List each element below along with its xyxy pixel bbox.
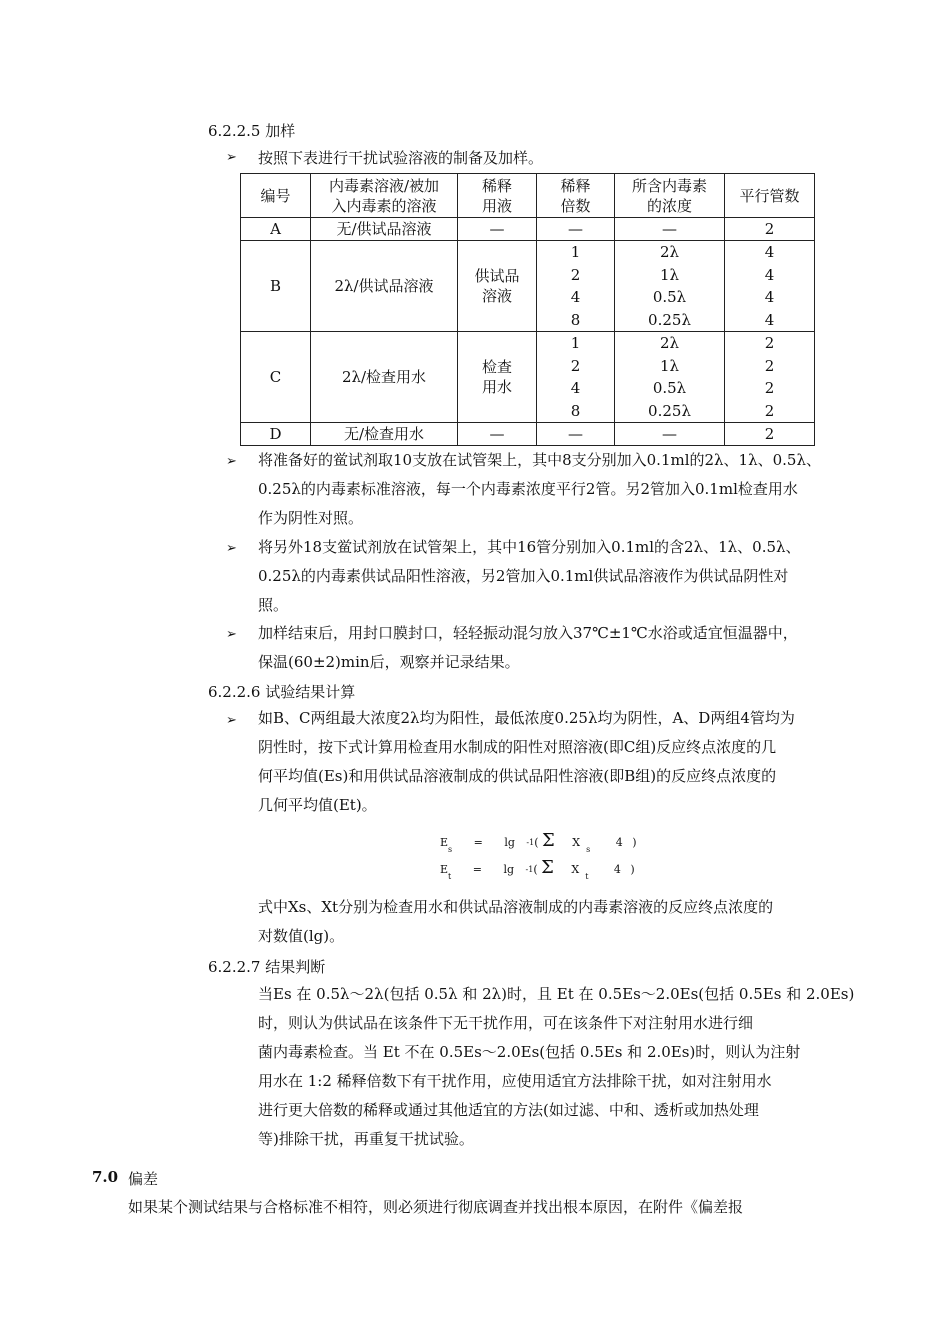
cell-factors	[537, 241, 615, 332]
cell-diluent: 检查 用水	[458, 332, 537, 423]
cell-conc: —	[615, 423, 725, 446]
col-header-id: 编号	[241, 174, 311, 218]
tube-value: 2	[764, 334, 775, 352]
text-line: 何平均值(Es)和用供试品溶液制成的供试品阳性溶液(即B组)的反应终点浓度的	[258, 767, 777, 785]
conc-value: 2λ	[659, 334, 680, 352]
text-line: 进行更大倍数的稀释或通过其他适宜的方法(如过滤、中和、透析或加热处理	[258, 1101, 759, 1119]
factor-value: 4	[570, 379, 581, 397]
tube-value: 2	[764, 356, 775, 375]
formula-symbol: X	[571, 863, 580, 876]
tube-value: 4	[764, 243, 775, 261]
formula-paren: (	[534, 836, 539, 849]
factor-value: 4	[570, 288, 581, 306]
formula-number: 4	[613, 863, 621, 876]
formula-superscript: -1	[526, 838, 535, 847]
formula-subscript: t	[448, 872, 452, 881]
section-number-70: 7.0	[92, 1168, 119, 1186]
section-heading-6227: 6.2.2.7 结果判断	[208, 958, 326, 976]
formula-symbol: X	[572, 836, 581, 849]
table-row	[241, 218, 815, 241]
text-line: 如B、C两组最大浓度2λ均为阳性，最低浓度0.25λ均为阴性，A、D两组4管均为	[258, 709, 795, 727]
formula-paren: (	[533, 863, 538, 876]
tube-value: 4	[764, 310, 775, 329]
cell-concs	[615, 241, 725, 332]
section-heading-6226: 6.2.2.6 试验结果计算	[208, 683, 356, 701]
formula-superscript: -1	[525, 865, 534, 874]
formula-subscript: s	[586, 845, 591, 854]
formula-number: 4	[615, 836, 623, 849]
cell-solution: 2λ/供试品溶液	[311, 241, 458, 332]
text-line: 几何平均值(Et)。	[258, 796, 377, 814]
text-line: 菌内毒素检查。当 Et 不在 0.5Es～2.0Es(包括 0.5Es 和 2.0Es)时，则认为注射	[258, 1043, 801, 1061]
conc-value: 0.25λ	[648, 401, 691, 420]
cell-id: A	[241, 218, 311, 241]
col-header-tubes: 平行管数	[725, 174, 815, 218]
formula-symbol: E	[440, 836, 449, 849]
bullet-arrow: ➢	[226, 713, 237, 728]
formula-equals: =	[473, 836, 483, 849]
cell-solution: 2λ/检查用水	[311, 332, 458, 423]
conc-value: 0.25λ	[648, 310, 691, 329]
col-header-factor: 稀释 倍数	[537, 174, 615, 218]
deviation-text: 如果某个测试结果与合格标准不相符，则必须进行彻底调查并找出根本原因，在附件《偏差报	[128, 1198, 744, 1216]
text-line: 式中Xs、Xt分别为检查用水和供试品溶液制成的内毒素溶液的反应终点浓度的	[258, 898, 774, 916]
cell-diluent: —	[458, 423, 537, 446]
text-line: 0.25λ的内毒素供试品阳性溶液，另2管加入0.1ml供试品溶液作为供试品阴性对	[258, 567, 789, 585]
cell-factors	[537, 332, 615, 423]
text-line: 对数值(lg)。	[258, 927, 345, 945]
formula-symbol: E	[440, 863, 449, 876]
text-line: 保温(60±2)min后，观察并记录结果。	[258, 653, 520, 671]
cell-factor: —	[537, 218, 615, 241]
formula-function: lg	[504, 836, 515, 849]
text-line: 将另外18支鲎试剂放在试管架上，其中16管分别加入0.1ml的含2λ、1λ、0.5λ、	[258, 538, 801, 556]
bullet-arrow: ➢	[226, 627, 237, 642]
conc-value: 0.5λ	[652, 288, 687, 306]
col-header-diluent: 稀释 用液	[458, 174, 537, 218]
tube-value: 2	[764, 379, 775, 397]
cell-diluent: 供试品 溶液	[458, 241, 537, 332]
section-heading-6225: 6.2.2.5 加样	[208, 122, 296, 140]
formula-function: lg	[503, 863, 515, 876]
table-intro: 按照下表进行干扰试验溶液的制备及加样。	[258, 149, 544, 167]
text-line: 0.25λ的内毒素标准溶液，每一个内毒素浓度平行2管。另2管加入0.1ml检查用水	[258, 480, 798, 498]
cell-solution: 无/供试品溶液	[311, 218, 458, 241]
cell-tubes	[725, 241, 815, 332]
cell-id: B	[241, 241, 311, 332]
bullet-arrow: ➢	[226, 150, 237, 165]
col-header-solution: 内毒素溶液/被加 入内毒素的溶液	[311, 174, 458, 218]
cell-concs	[615, 332, 725, 423]
formula-et	[440, 857, 635, 881]
conc-value: 1λ	[659, 356, 680, 375]
cell-diluent: —	[458, 218, 537, 241]
result-judgment-paragraph	[258, 980, 854, 1154]
sigma-icon: Σ	[541, 857, 554, 878]
cell-tubes: 2	[725, 423, 815, 446]
factor-value: 1	[570, 243, 581, 261]
formula-subscript: t	[585, 872, 589, 881]
text-line: 用水在 1:2 稀释倍数下有干扰作用，应使用适宜方法排除干扰，如对注射用水	[258, 1072, 772, 1090]
text-line: 将准备好的鲎试剂取10支放在试管架上，其中8支分别加入0.1ml的2λ、1λ、0.5λ、	[258, 451, 821, 469]
table-header-row	[241, 174, 815, 218]
factor-value: 2	[570, 356, 581, 375]
conc-value: 2λ	[659, 243, 680, 261]
text-line: 阴性时，按下式计算用检查用水制成的阳性对照溶液(即C组)反应终点浓度的几	[258, 738, 777, 756]
table-row	[241, 332, 815, 423]
cell-tubes	[725, 332, 815, 423]
bullet-paragraph	[258, 533, 801, 620]
cell-solution: 无/检查用水	[311, 423, 458, 446]
formula-explanation	[258, 893, 773, 951]
factor-value: 2	[570, 265, 581, 284]
formula-paren: )	[630, 863, 635, 876]
bullet-paragraph	[258, 446, 821, 533]
text-line: 时，则认为供试品在该条件下无干扰作用，可在该条件下对注射用水进行细	[258, 1014, 754, 1032]
formula-es	[440, 830, 637, 854]
col-header-conc: 所含内毒素 的浓度	[615, 174, 725, 218]
text-line: 照。	[258, 596, 289, 614]
bullet-arrow: ➢	[226, 541, 237, 556]
conc-value: 1λ	[659, 265, 680, 284]
bullet-paragraph	[258, 619, 798, 677]
tube-value: 2	[764, 401, 775, 420]
text-line: 当Es 在 0.5λ～2λ(包括 0.5λ 和 2λ)时，且 Et 在 0.5Es～2.0Es(包括 0.5Es 和 2.0Es)	[258, 985, 855, 1003]
formula-paren: )	[632, 836, 637, 849]
formula-subscript: s	[448, 845, 453, 854]
conc-value: 0.5λ	[652, 379, 687, 397]
table-row	[241, 241, 815, 332]
cell-id: C	[241, 332, 311, 423]
table-row	[241, 423, 815, 446]
factor-value: 8	[570, 310, 581, 329]
interference-table	[240, 173, 815, 446]
text-line: 作为阴性对照。	[258, 509, 364, 527]
section-title-70: 偏差	[128, 1170, 159, 1188]
tube-value: 4	[764, 265, 775, 284]
cell-tubes: 2	[725, 218, 815, 241]
tube-value: 4	[764, 288, 775, 306]
formula-equals: =	[472, 863, 482, 876]
text-line: 等)排除干扰，再重复干扰试验。	[258, 1130, 474, 1148]
factor-value: 8	[570, 401, 581, 420]
cell-id: D	[241, 423, 311, 446]
bullet-arrow: ➢	[226, 454, 237, 469]
sigma-icon: Σ	[542, 830, 555, 851]
cell-conc: —	[615, 218, 725, 241]
bullet-paragraph	[258, 704, 795, 820]
text-line: 加样结束后，用封口膜封口，轻轻振动混匀放入37℃±1℃水浴或适宜恒温器中，	[258, 624, 798, 642]
cell-factor: —	[537, 423, 615, 446]
factor-value: 1	[570, 334, 581, 352]
